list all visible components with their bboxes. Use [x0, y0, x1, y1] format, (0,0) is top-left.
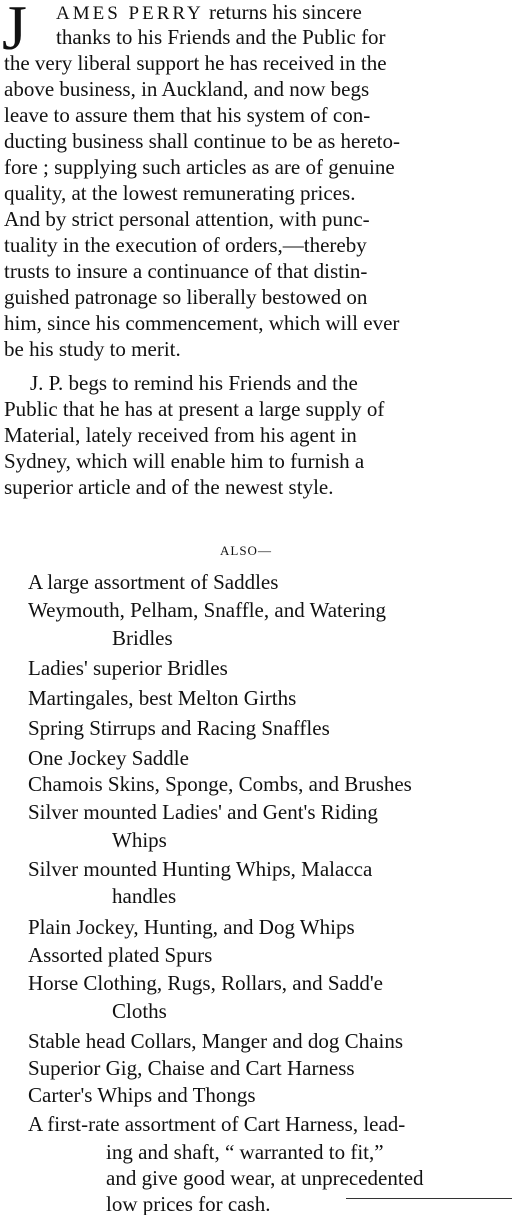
para1-line: him, since his commencement, which will ever [4, 311, 400, 335]
para2-line: superior article and of the newest style. [4, 475, 334, 499]
list-item: Cloths [112, 999, 167, 1023]
list-item: Horse Clothing, Rugs, Rollars, and Sadd'e [28, 971, 383, 995]
para2-line: J. P. begs to remind his Friends and the [30, 371, 358, 395]
list-item: Whips [112, 828, 167, 852]
para2-line: Material, lately received from his agent in [4, 423, 357, 447]
list-item: A large assortment of Saddles [28, 570, 279, 594]
closing-rule [346, 1198, 512, 1199]
para1-line: quality, at the lowest remunerating prices. [4, 181, 356, 205]
para1-line: leave to assure them that his system of con- [4, 103, 371, 127]
list-item: Assorted plated Spurs [28, 943, 213, 967]
para1-line: ducting business shall continue to be as hereto- [4, 129, 400, 153]
list-item: Spring Stirrups and Racing Snaffles [28, 716, 330, 740]
para1-line: above business, in Auckland, and now begs [4, 77, 370, 101]
list-item: Carter's Whips and Thongs [28, 1083, 256, 1107]
drop-cap: J [2, 0, 27, 63]
list-item: A first-rate assortment of Cart Harness, lead- [28, 1112, 406, 1136]
list-item: Silver mounted Hunting Whips, Malacca [28, 857, 373, 881]
list-item: Plain Jockey, Hunting, and Dog Whips [28, 915, 355, 939]
list-item: Silver mounted Ladies' and Gent's Riding [28, 800, 378, 824]
para1-line: guished patronage so liberally bestowed on [4, 285, 368, 309]
para2-line: Sydney, which will enable him to furnish a [4, 449, 365, 473]
list-item: One Jockey Saddle [28, 746, 189, 770]
list-item: Martingales, best Melton Girths [28, 686, 297, 710]
list-item: Chamois Skins, Sponge, Combs, and Brushes [28, 772, 412, 796]
list-item: Weymouth, Pelham, Snaffle, and Watering [28, 598, 387, 622]
list-item: handles [112, 884, 177, 908]
para1-line-2: thanks to his Friends and the Public for [56, 25, 386, 49]
list-item: Stable head Collars, Manger and dog Chains [28, 1029, 404, 1053]
para1-line: trusts to insure a continuance of that distin- [4, 259, 368, 283]
para1-line: And by strict personal attention, with punc- [4, 207, 370, 231]
list-item: low prices for cash. [106, 1192, 271, 1215]
para1-line: fore ; supplying such articles as are of genuine [4, 155, 395, 179]
list-item: Bridles [112, 626, 173, 650]
para1-line-1: AMES PERRY returns his sincere [56, 0, 362, 24]
list-item: Ladies' superior Bridles [28, 656, 228, 680]
also-label: ALSO— [220, 543, 272, 558]
para1-line: the very liberal support he has received in the [4, 51, 387, 75]
para1-line: tuality in the execution of orders,—thereby [4, 233, 367, 257]
para2-line: Public that he has at present a large supply of [4, 397, 385, 421]
para1-line: be his study to merit. [4, 337, 181, 361]
list-item: ing and shaft, “ warranted to fit,” [106, 1140, 384, 1164]
list-item: Superior Gig, Chaise and Cart Harness [28, 1056, 355, 1080]
list-item: and give good wear, at unprecedented [106, 1166, 424, 1190]
